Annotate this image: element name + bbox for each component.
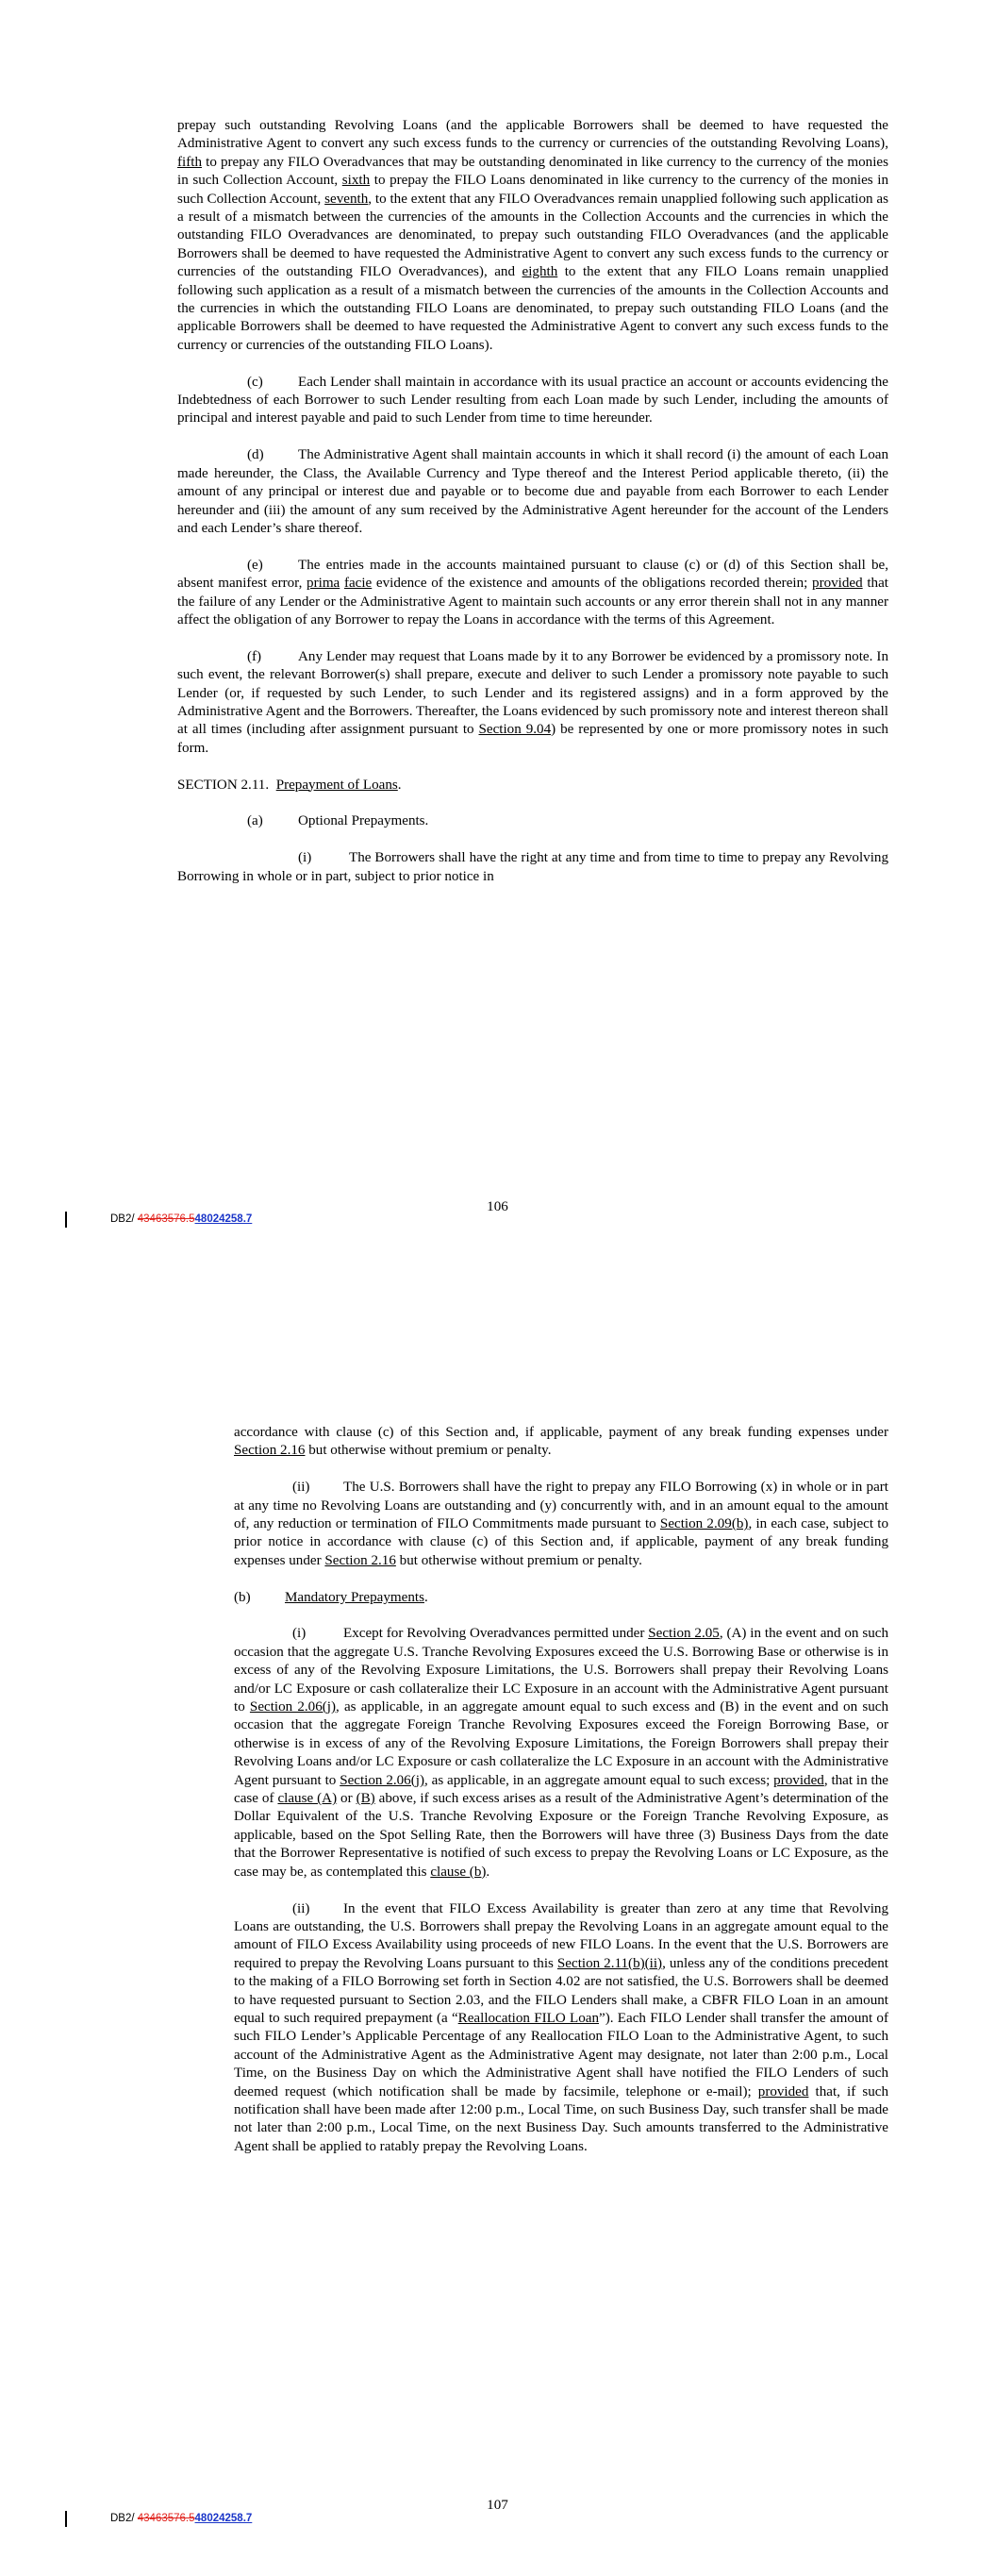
paragraph-a-ii: (ii) The U.S. Borrowers shall have the right to prepay any FILO Borrowing (x) in whole or in part at any time no Revolving Loans are outstanding and (y) concurrently with, and in an amount equal to the amount of, any reduction or termination of FILO Commitments made pursuant to Section 2.09(b), in each case, subject to prior notice in accordance with clause (c) of this Section and, if applicable, payment of any break funding expenses under Section 2.16 but otherwise without premium or penalty. bbox=[234, 1480, 889, 1568]
page-106-body bbox=[177, 117, 888, 886]
page-number: 106 bbox=[487, 1199, 508, 1214]
footer-document-id: DB2/ 43463576.548024258.7 bbox=[110, 2513, 253, 2524]
subsection-a-heading: (a) Optional Prepayments. bbox=[247, 813, 429, 829]
section-heading: SECTION 2.11. Prepayment of Loans. bbox=[177, 777, 402, 793]
paragraph-b-ii: (ii) In the event that FILO Excess Availability is greater than zero at any time that Revolving Loans are outstanding, the U.S. Borrowers shall prepay the Revolving Loans in an aggregate amount equal to the amount of FILO Excess Availability using proceeds of new FILO Loans. In the event that the U.S. Borrowers are required to prepay the Revolving Loans pursuant to this Section 2.11(b)(ii), unless any of the conditions precedent to the making of a FILO Borrowing set forth in Section 4.02 are not satisfied, the U.S. Borrowers shall be deemed to have requested pursuant to Section 2.03, and the FILO Lenders shall make, a CBFR FILO Loan in an amount equal to such required prepayment (a “Reallocation FILO Loan”). Each FILO Lender shall transfer the amount of such FILO Lender’s Applicable Percentage of any Reallocation FILO Loan to the Administrative Agent, to such account of the Administrative Agent as the Administrative Agent may designate, not later than 2:00 p.m., Local Time, on the Business Day on which the Administrative Agent shall have notified the FILO Lenders of such deemed request (which notification shall be made by facsimile, telephone or e-mail); provided that, if such notification shall have been made after 12:00 p.m., Local Time, on such Business Day, such transfer shall be made not later than 2:00 p.m., Local Time, on the next Business Day. Such amounts transferred to the Administrative Agent shall be applied to ratably prepay the Revolving Loans. bbox=[234, 1900, 888, 2154]
paragraph-d: (d) The Administrative Agent shall maintain accounts in which it shall record (i) the amount of each Loan made hereunder, the Class, the Available Currency and Type thereof and the Interest Period applicable thereto, (ii) the amount of any principal or interest due and payable or to become due and payable from each Borrower to each Lender hereunder and (iii) the amount of any sum received by the Administrative Agent hereunder for the account of the Lenders and each Lender’s share thereof. bbox=[177, 447, 888, 536]
paragraph-f: (f) Any Lender may request that Loans made by it to any Borrower be evidenced by a promissory note. In such event, the relevant Borrower(s) shall prepare, execute and deliver to such Lender a promissory note payable to such Lender (or, if requested by such Lender, to such Lender and its registered assigns) and in a form approved by the Administrative Agent and the Borrowers. Thereafter, the Loans evidenced by such promissory note and interest thereon shall at all times (including after assignment pursuant to Section 9.04) be represented by one or more promissory notes in such form. bbox=[177, 648, 888, 756]
paragraph-e: (e) The entries made in the accounts maintained pursuant to clause (c) or (d) of this Section shall be, absent manifest error, prima facie evidence of the existence and amounts of the obligations recorded therein; provided that the failure of any Lender or the Administrative Agent to maintain such accounts or any error therein shall not in any manner affect the obligation of any Borrower to repay the Loans in accordance with the terms of this Agreement. bbox=[177, 557, 888, 627]
paragraph-a-i: (i) The Borrowers shall have the right at any time and from time to time to prepay any Revolving Borrowing in whole or in part, subject to prior notice in bbox=[177, 850, 888, 884]
page-107 bbox=[0, 1288, 995, 2576]
paragraph-c: (c) Each Lender shall maintain in accordance with its usual practice an account or accounts evidencing the Indebtedness of each Borrower to such Lender resulting from each Loan made by such Lender, including the amounts of principal and interest payable and paid to such Lender from time to time hereunder. bbox=[177, 374, 888, 427]
page-107-body bbox=[234, 1424, 888, 2156]
paragraph-b-i: (i) Except for Revolving Overadvances permitted under Section 2.05, (A) in the event and on such occasion that the aggregate U.S. Tranche Revolving Exposures exceed the U.S. Borrowing Base or otherwise is in excess of any of the Revolving Exposure Limitations, the U.S. Borrowers shall prepay their Revolving Loans and/or LC Exposure or cash collateralize their LC Exposure in an account with the Administrative Agent pursuant to Section 2.06(j), as applicable, in an aggregate amount equal to such excess and (B) in the event and on such occasion that the aggregate Foreign Tranche Revolving Exposures exceed the Foreign Borrowing Base, or otherwise is in excess of any of the Revolving Exposure Limitations, the Foreign Borrowers shall prepay their Revolving Loans and/or LC Exposure or cash collateralize the LC Exposure in an account with the Administrative Agent pursuant to Section 2.06(j), as applicable, in an aggregate amount equal to such excess; provided, that in the case of clause (A) or (B) above, if such excess arises as a result of the Administrative Agent’s determination of the Dollar Equivalent of the U.S. Tranche Revolving Exposure or the Foreign Tranche Revolving Exposure, as applicable, based on the Spot Selling Rate, then the Borrowers will have three (3) Business Days from the date that the Borrower Representative is notified of such excess to prepay the Revolving Loans or LC Exposure, as the case may be, as contemplated this clause (b). bbox=[234, 1626, 889, 1880]
page-number: 107 bbox=[487, 2498, 508, 2513]
subsection-b-heading: (b) Mandatory Prepayments. bbox=[234, 1589, 428, 1605]
footer-document-id: DB2/ 43463576.548024258.7 bbox=[110, 1213, 253, 1225]
paragraph-continuation: prepay such outstanding Revolving Loans (and the applicable Borrowers shall be deemed to have requested the Administrative Agent to convert any such excess funds to the currency or currencies of the outstanding Revolving Loans), fifth to prepay any FILO Overadvances that may be outstanding denominated in like currency to the currency of the monies in such Collection Account, sixth to prepay the FILO Loans denominated in like currency to the currency of the monies in such Collection Account, seventh, to the extent that any FILO Overadvances remain unapplied following such application as a result of a mismatch between the currencies of the amounts in the Collection Accounts and the currencies in which the outstanding FILO Overadvances are denominated, to prepay such outstanding FILO Overadvances (and the applicable Borrowers shall be deemed to have requested the Administrative Agent to convert any such excess funds to the currency or currencies of the outstanding FILO Overadvances), and eighth to the extent that any FILO Loans remain unapplied following such application as a result of a mismatch between the currencies of the amounts in the Collection Accounts and the currencies in which the outstanding FILO Loans are denominated, to prepay such outstanding FILO Loans (and the applicable Borrowers shall be deemed to have requested the Administrative Agent to convert any such excess funds to the currency or currencies of the outstanding FILO Loans). bbox=[177, 118, 888, 353]
paragraph-continuation: accordance with clause (c) of this Section and, if applicable, payment of any break funding expenses under Section 2.16 but otherwise without premium or penalty. bbox=[234, 1425, 888, 1459]
